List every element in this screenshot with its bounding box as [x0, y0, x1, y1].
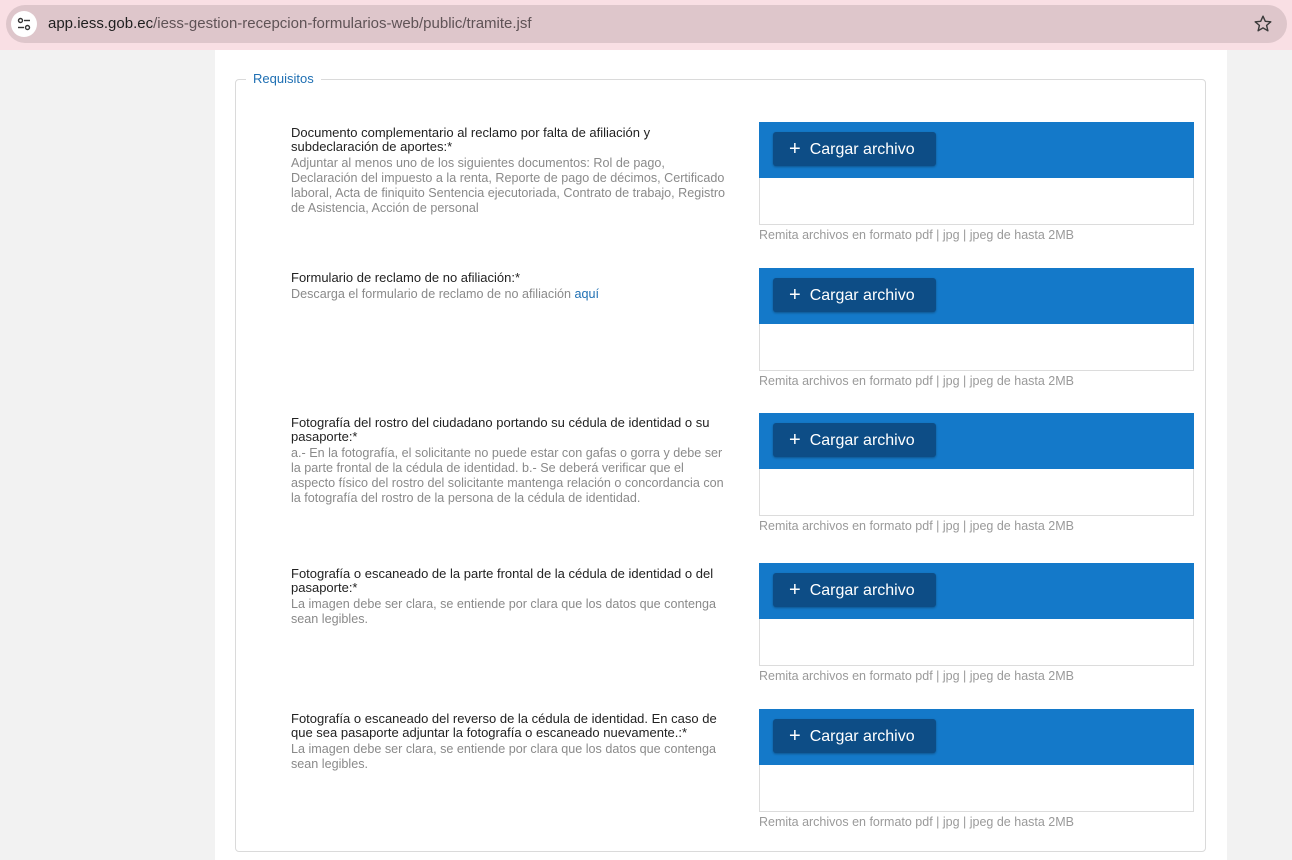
upload-button-label: Cargar archivo [809, 432, 915, 449]
upload-hint: Remita archivos en formato pdf | jpg | jpeg de hasta 2MB [759, 815, 1074, 829]
upload-panel-4 [759, 563, 1194, 683]
requirement-5 [291, 712, 731, 772]
requirement-description: a.- En la fotografía, el solicitante no puede estar con gafas o gorra y debe ser la parte frontal de la cédula de identidad. b.- Se deberá verificar que el aspecto físico del rostro del solicitante mantenga relación o concordancia con la fotografía del rostro de la persona de la cédula de identidad. [291, 446, 724, 505]
upload-button-label: Cargar archivo [809, 141, 915, 158]
upload-button-label: Cargar archivo [809, 728, 915, 745]
upload-dropzone[interactable] [759, 178, 1194, 225]
upload-dropzone[interactable] [759, 619, 1194, 666]
requirements-fieldset [235, 71, 1206, 852]
url-path: /iess-gestion-recepcion-formularios-web/public/tramite.jsf [153, 15, 532, 32]
plus-icon: + [789, 284, 801, 306]
url-text[interactable] [48, 5, 532, 43]
requirement-description: La imagen debe ser clara, se entiende por clara que los datos que contenga sean legibles. [291, 597, 716, 626]
upload-header [759, 268, 1194, 324]
upload-file-button[interactable] [773, 423, 936, 457]
requirement-title: Documento complementario al reclamo por falta de afiliación y subdeclaración de aportes:* [291, 125, 651, 154]
upload-file-button[interactable] [773, 132, 936, 166]
requirement-title: Fotografía o escaneado del reverso de la cédula de identidad. En caso de que sea pasaporte adjuntar la fotografía o escaneado nuevamente.:* [291, 711, 717, 740]
upload-panel-2 [759, 268, 1194, 388]
requirement-description: Adjuntar al menos uno de los siguientes documentos: Rol de pago, Declaración del impuesto a la renta, Reporte de pago de décimos, Certificado laboral, Acta de finiquito Sentencia ejecutoriada, Contrato de trabajo, Registro de Asistencia, Acción de personal [291, 156, 726, 215]
upload-file-button[interactable] [773, 719, 936, 753]
requirement-title: Fotografía o escaneado de la parte frontal de la cédula de identidad o del pasaporte:* [291, 566, 714, 595]
upload-panel-5 [759, 709, 1194, 829]
plus-icon: + [789, 429, 801, 451]
requirement-title: Formulario de reclamo de no afiliación:* [291, 270, 521, 285]
requirement-4 [291, 567, 731, 627]
url-host: app.iess.gob.ec [48, 15, 154, 32]
requirement-2 [291, 271, 731, 302]
plus-icon: + [789, 579, 801, 601]
upload-panel-1 [759, 122, 1194, 242]
requirements-legend: Requisitos [246, 71, 321, 87]
address-bar[interactable] [6, 5, 1287, 43]
requirement-description-text: Descarga el formulario de reclamo de no afiliación [291, 287, 572, 301]
page-content [215, 50, 1227, 860]
upload-header [759, 709, 1194, 765]
upload-button-label: Cargar archivo [809, 287, 915, 304]
browser-toolbar [0, 0, 1292, 50]
upload-button-label: Cargar archivo [809, 582, 915, 599]
requirement-1 [291, 126, 731, 216]
upload-hint: Remita archivos en formato pdf | jpg | jpeg de hasta 2MB [759, 228, 1074, 242]
upload-hint: Remita archivos en formato pdf | jpg | jpeg de hasta 2MB [759, 669, 1074, 683]
plus-icon: + [789, 138, 801, 160]
bookmark-star-icon[interactable] [1253, 14, 1273, 34]
requirement-title: Fotografía del rostro del ciudadano portando su cédula de identidad o su pasaporte:* [291, 415, 710, 444]
requirement-description: La imagen debe ser clara, se entiende por clara que los datos que contenga sean legibles. [291, 742, 716, 771]
download-form-link[interactable]: aquí [574, 287, 600, 301]
upload-hint: Remita archivos en formato pdf | jpg | jpeg de hasta 2MB [759, 374, 1074, 388]
upload-file-button[interactable] [773, 573, 936, 607]
upload-header [759, 122, 1194, 178]
upload-header [759, 563, 1194, 619]
upload-dropzone[interactable] [759, 469, 1194, 516]
upload-dropzone[interactable] [759, 765, 1194, 812]
requirement-3 [291, 416, 731, 506]
site-settings-icon[interactable] [11, 11, 37, 37]
upload-header [759, 413, 1194, 469]
upload-dropzone[interactable] [759, 324, 1194, 371]
upload-file-button[interactable] [773, 278, 936, 312]
plus-icon: + [789, 725, 801, 747]
requirement-description [291, 287, 731, 302]
upload-hint: Remita archivos en formato pdf | jpg | jpeg de hasta 2MB [759, 519, 1074, 533]
upload-panel-3 [759, 413, 1194, 533]
